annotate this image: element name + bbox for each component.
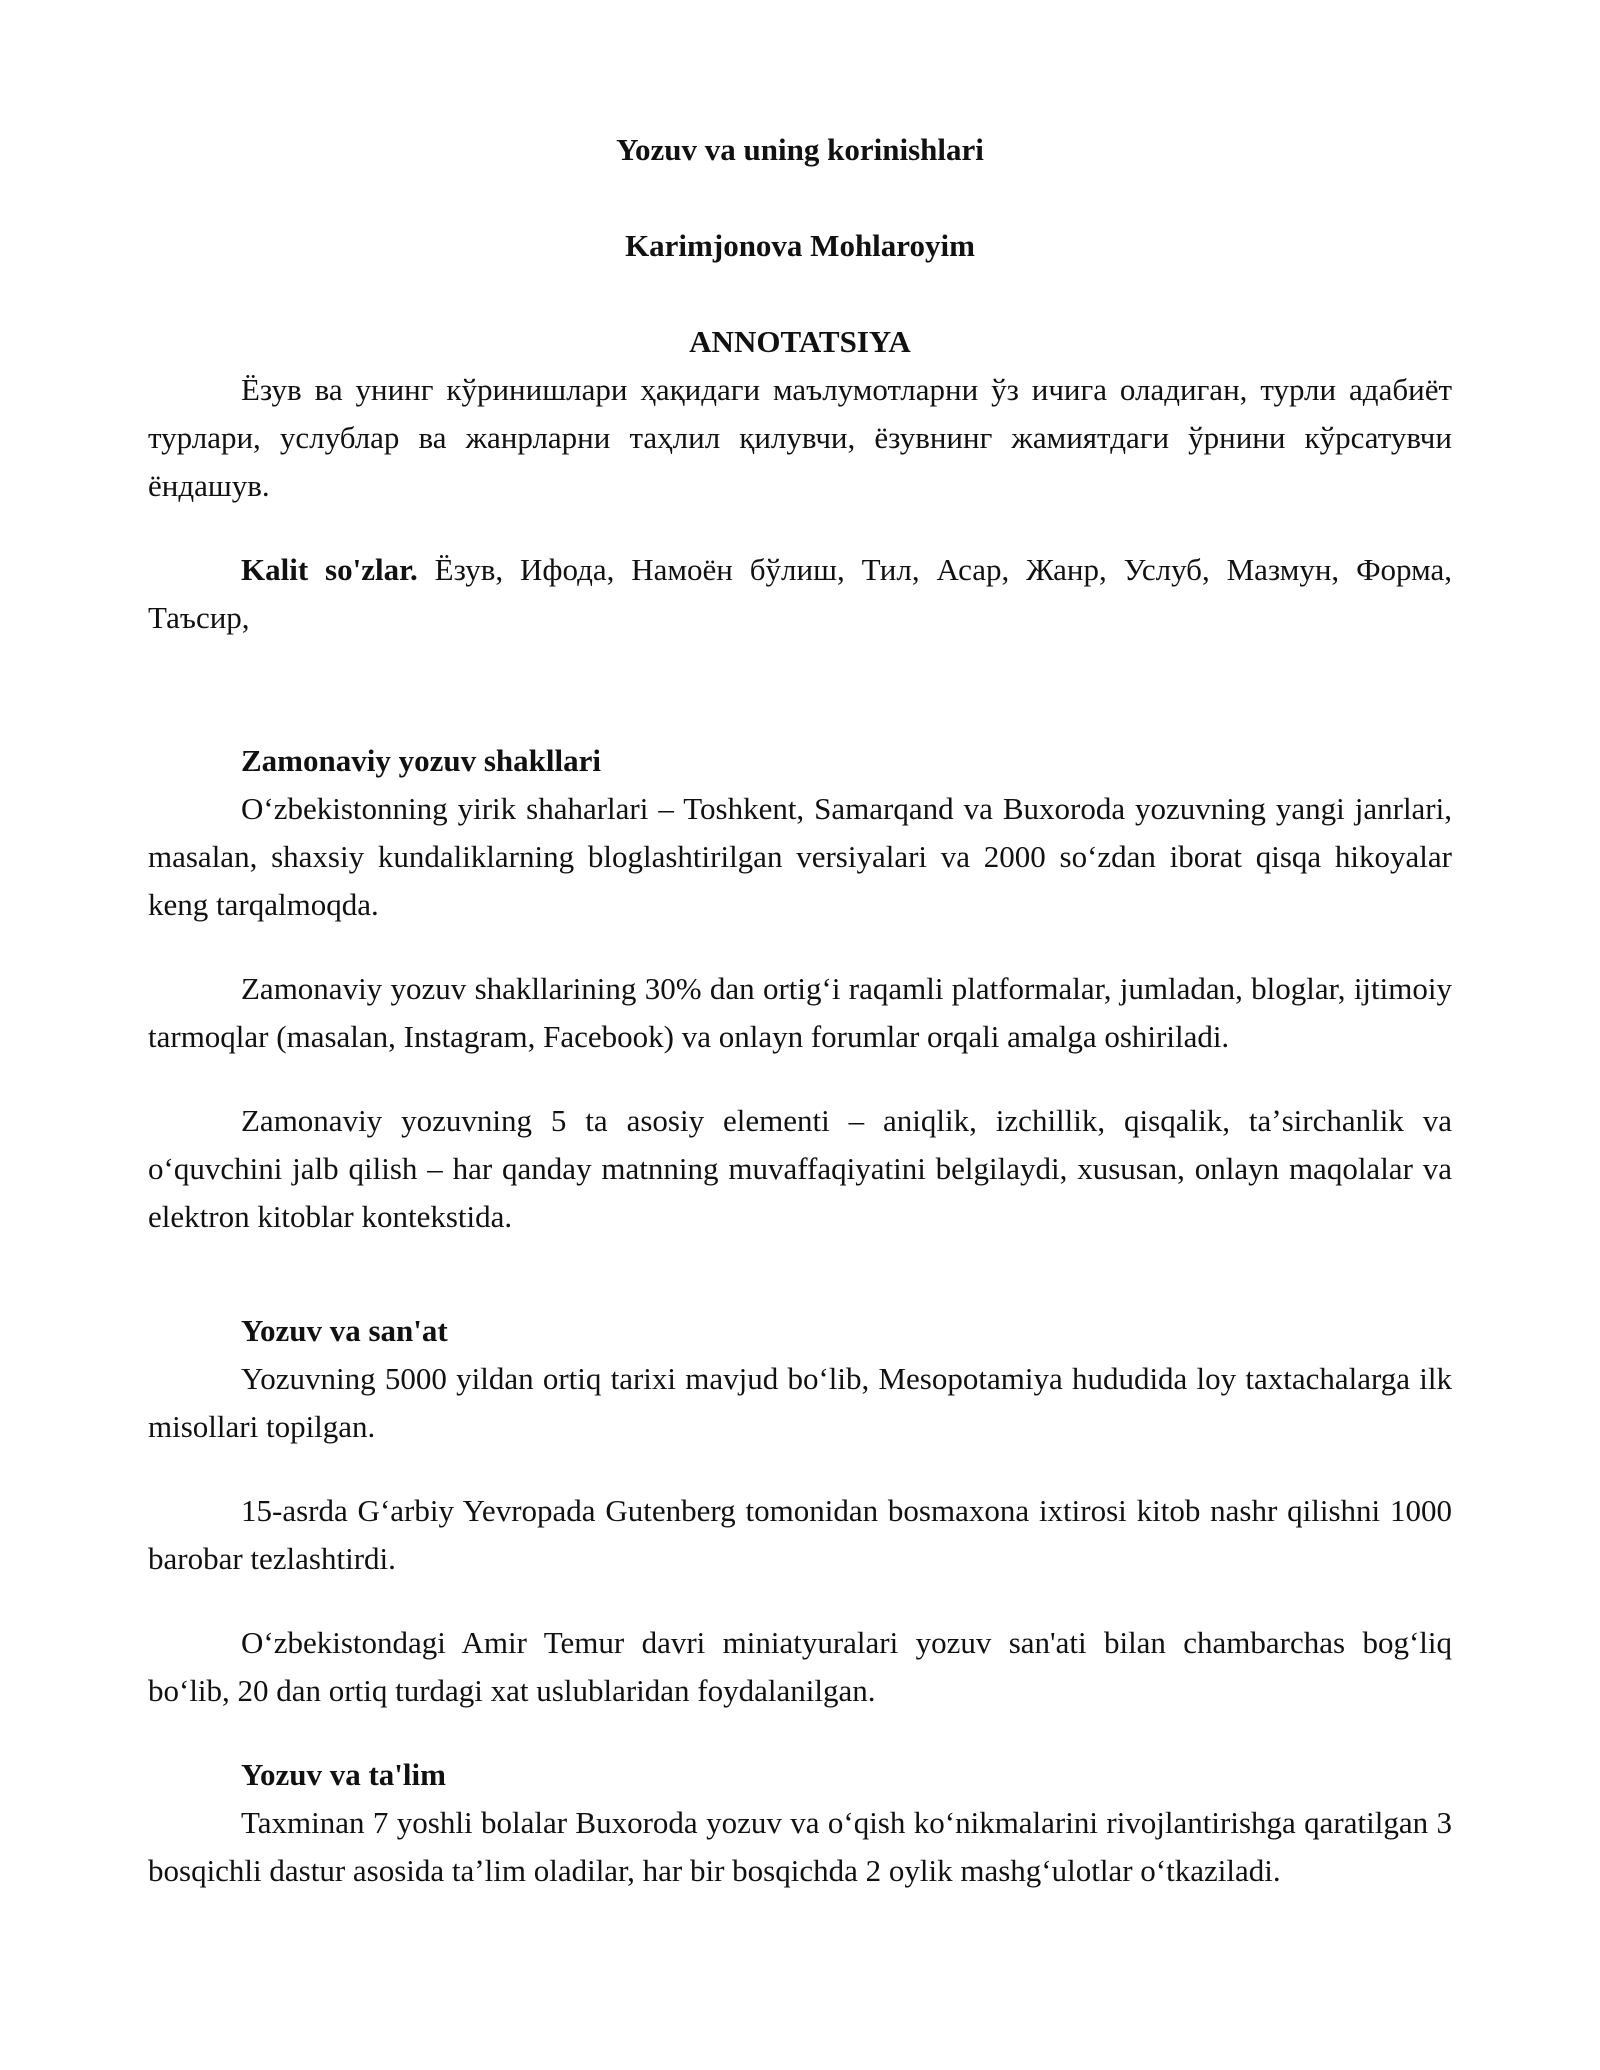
spacer xyxy=(148,1715,1452,1751)
keywords-label: Kalit so'zlar. xyxy=(241,552,418,587)
author-name: Karimjonova Mohlaroyim xyxy=(625,228,975,263)
section-paragraph: Oʻzbekistonning yirik shaharlari – Toshkent, Samarqand va Buxoroda yozuvning yangi janrlari, masalan, shaxsiy kundaliklarning bloglashtirilgan versiyalari va 2000 soʻzdan iborat qisqa hikoyalar keng tarqalmoqda. xyxy=(148,791,1452,922)
spacer xyxy=(148,929,1452,965)
section-heading: Yozuv va ta'lim xyxy=(241,1757,446,1792)
spacer xyxy=(148,510,1452,546)
section-paragraph: Oʻzbekistondagi Amir Temur davri miniatyuralari yozuv san'ati bilan chambarchas bogʻliq boʻlib, 20 dan ortiq turdagi xat uslublaridan foydalanilgan. xyxy=(148,1625,1452,1708)
section-paragraph: Taxminan 7 yoshli bolalar Buxoroda yozuv va oʻqish koʻnikmalarini rivojlantirishga qaratilgan 3 bosqichli dastur asosida taʼlim oladilar, har bir bosqichda 2 oylik mashgʻulotlar oʻtkaziladi. xyxy=(148,1805,1452,1888)
section-paragraph: Zamonaviy yozuvning 5 ta asosiy elementi – aniqlik, izchillik, qisqalik, taʼsirchanlik va oʻquvchini jalb qilish – har qanday matnning muvaffaqiyatini belgilaydi, xususan, onlayn maqolalar va elektron kitoblar kontekstida. xyxy=(148,1103,1452,1234)
document-body xyxy=(148,126,1452,1895)
section-heading: Yozuv va san'at xyxy=(241,1313,448,1348)
section-paragraph: Zamonaviy yozuv shakllarining 30% dan ortigʻi raqamli platformalar, jumladan, bloglar, ijtimoiy tarmoqlar (masalan, Instagram, Facebook) va onlayn forumlar orqali amalga oshiriladi. xyxy=(148,971,1452,1054)
spacer xyxy=(148,1451,1452,1487)
spacer xyxy=(148,642,1452,737)
keywords-paragraph xyxy=(148,546,1452,642)
section-paragraph: 15-asrda Gʻarbiy Yevropada Gutenberg tomonidan bosmaxona ixtirosi kitob nashr qilishni 1000 barobar tezlashtirdi. xyxy=(148,1493,1452,1576)
section-heading: Zamonaviy yozuv shakllari xyxy=(241,743,601,778)
spacer xyxy=(148,1241,1452,1307)
keywords-list: Ёзув, Ифода, Намоён бўлиш, Тил, Асар, Жанр, Услуб, Мазмун, Форма, Таъсир, xyxy=(148,552,1453,635)
spacer xyxy=(148,1583,1452,1619)
spacer xyxy=(148,1061,1452,1097)
annotation-heading: ANNOTATSIYA xyxy=(689,324,911,359)
document-title: Yozuv va uning korinishlari xyxy=(616,132,984,167)
annotation-paragraph: Ёзув ва унинг кўринишлари ҳақидаги маълумотларни ўз ичига оладиган, турли адабиёт турлари, услублар ва жанрларни таҳлил қилувчи, ёзувнинг жамиятдаги ўрнини кўрсатувчи ёндашув. xyxy=(148,372,1452,503)
section-paragraph: Yozuvning 5000 yildan ortiq tarixi mavjud boʻlib, Mesopotamiya hududida loy taxtachalarga ilk misollari topilgan. xyxy=(148,1361,1452,1444)
